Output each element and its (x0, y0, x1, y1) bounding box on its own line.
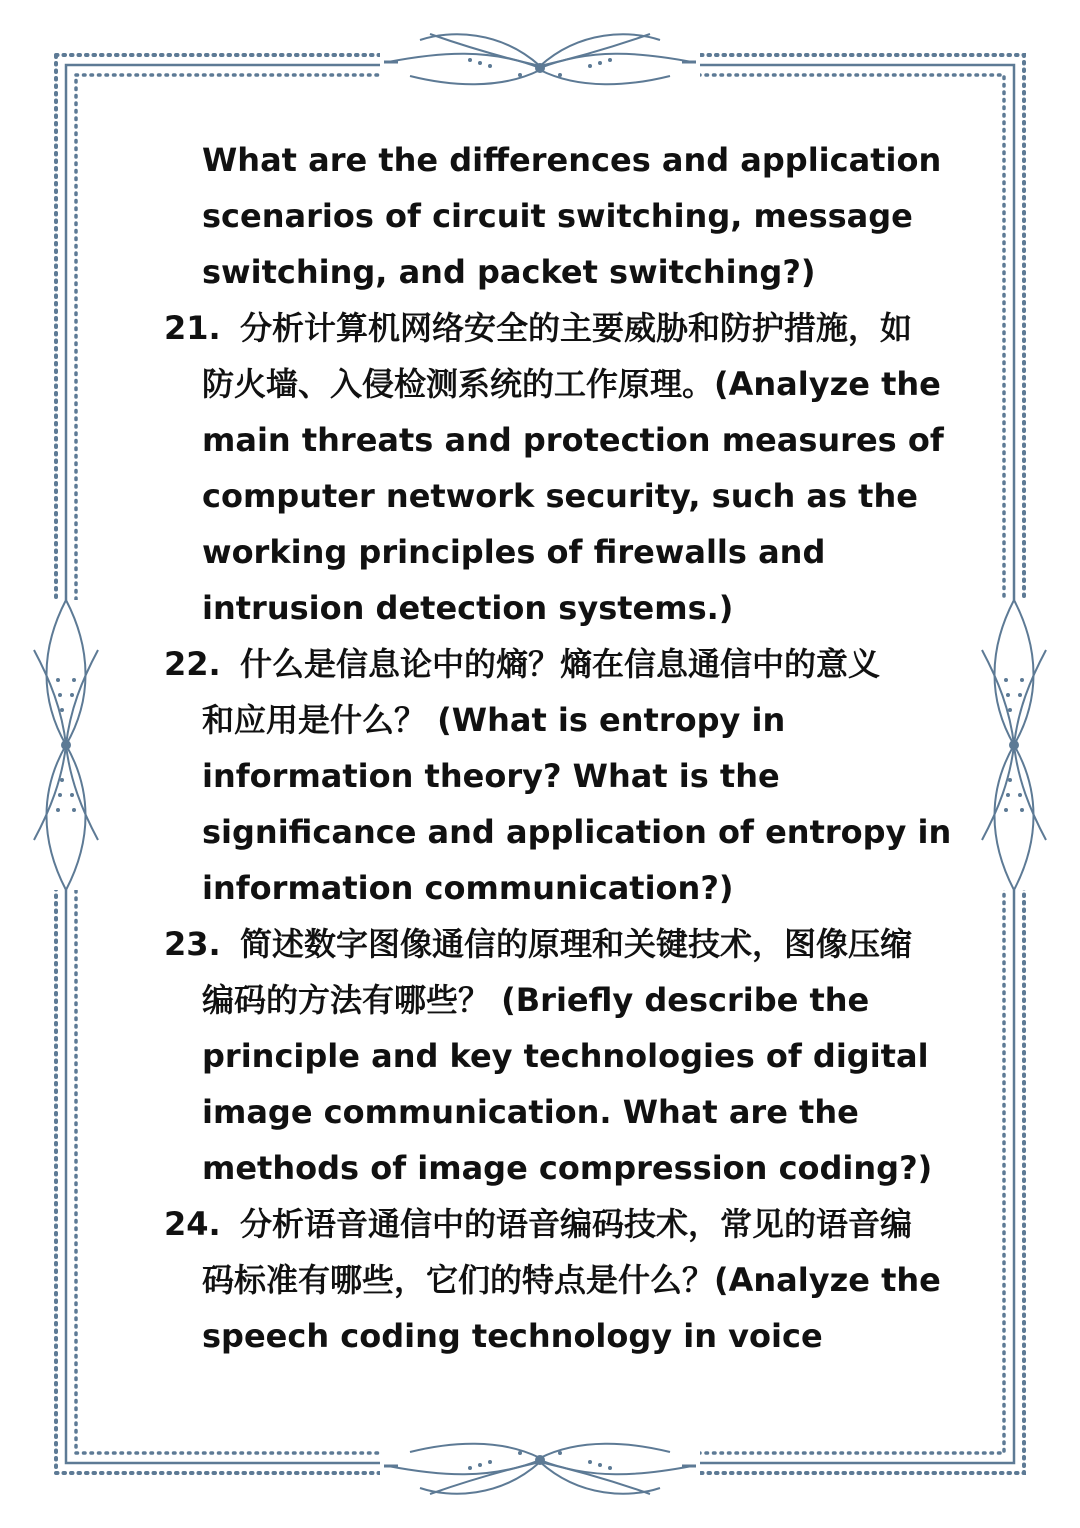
document-body (164, 132, 952, 1364)
text-line: 和应用是什么？ (What is entropy in (202, 701, 786, 739)
text-line: 分析计算机网络安全的主要威胁和防护措施，如 (240, 309, 913, 347)
text-line: 分析语音通信中的语音编码技术，常见的语音编 (240, 1205, 913, 1243)
text-line: scenarios of circuit switching, message (202, 197, 913, 235)
question-22 (164, 636, 952, 916)
text-line: principle and key technologies of digital (202, 1037, 929, 1075)
text-line: speech coding technology in voice (202, 1317, 823, 1355)
left-flourish (34, 600, 98, 890)
question-number: 23. (164, 925, 221, 963)
text-line: 防火墙、入侵检测系统的工作原理。(Analyze the (202, 365, 941, 403)
text-line: intrusion detection systems.) (202, 589, 734, 627)
text-line: information theory? What is the (202, 757, 780, 795)
previous-question-continuation (164, 132, 942, 300)
top-flourish (380, 34, 700, 90)
text-line: methods of image compression coding?) (202, 1149, 933, 1187)
text-line: 编码的方法有哪些？ (Briefly describe the (202, 981, 870, 1019)
text-line: significance and application of entropy in (202, 813, 952, 851)
text-line: 码标准有哪些，它们的特点是什么？(Analyze the (202, 1261, 941, 1299)
text-line: 什么是信息论中的熵？熵在信息通信中的意义 (240, 645, 881, 683)
text-line: switching, and packet switching?) (202, 253, 816, 291)
question-number: 22. (164, 645, 221, 683)
text-line: image communication. What are the (202, 1093, 859, 1131)
text-line: 简述数字图像通信的原理和关键技术，图像压缩 (240, 925, 913, 963)
question-24 (164, 1196, 941, 1364)
text-line: main threats and protection measures of (202, 421, 944, 459)
text-line: computer network security, such as the (202, 477, 918, 515)
bottom-flourish (380, 1438, 700, 1494)
text-line: What are the differences and application (202, 141, 942, 179)
question-23 (164, 916, 933, 1196)
right-flourish (982, 600, 1046, 890)
text-line: working principles of firewalls and (202, 533, 826, 571)
question-number: 24. (164, 1205, 221, 1243)
question-number: 21. (164, 309, 221, 347)
text-line: information communication?) (202, 869, 734, 907)
question-21 (164, 300, 944, 636)
